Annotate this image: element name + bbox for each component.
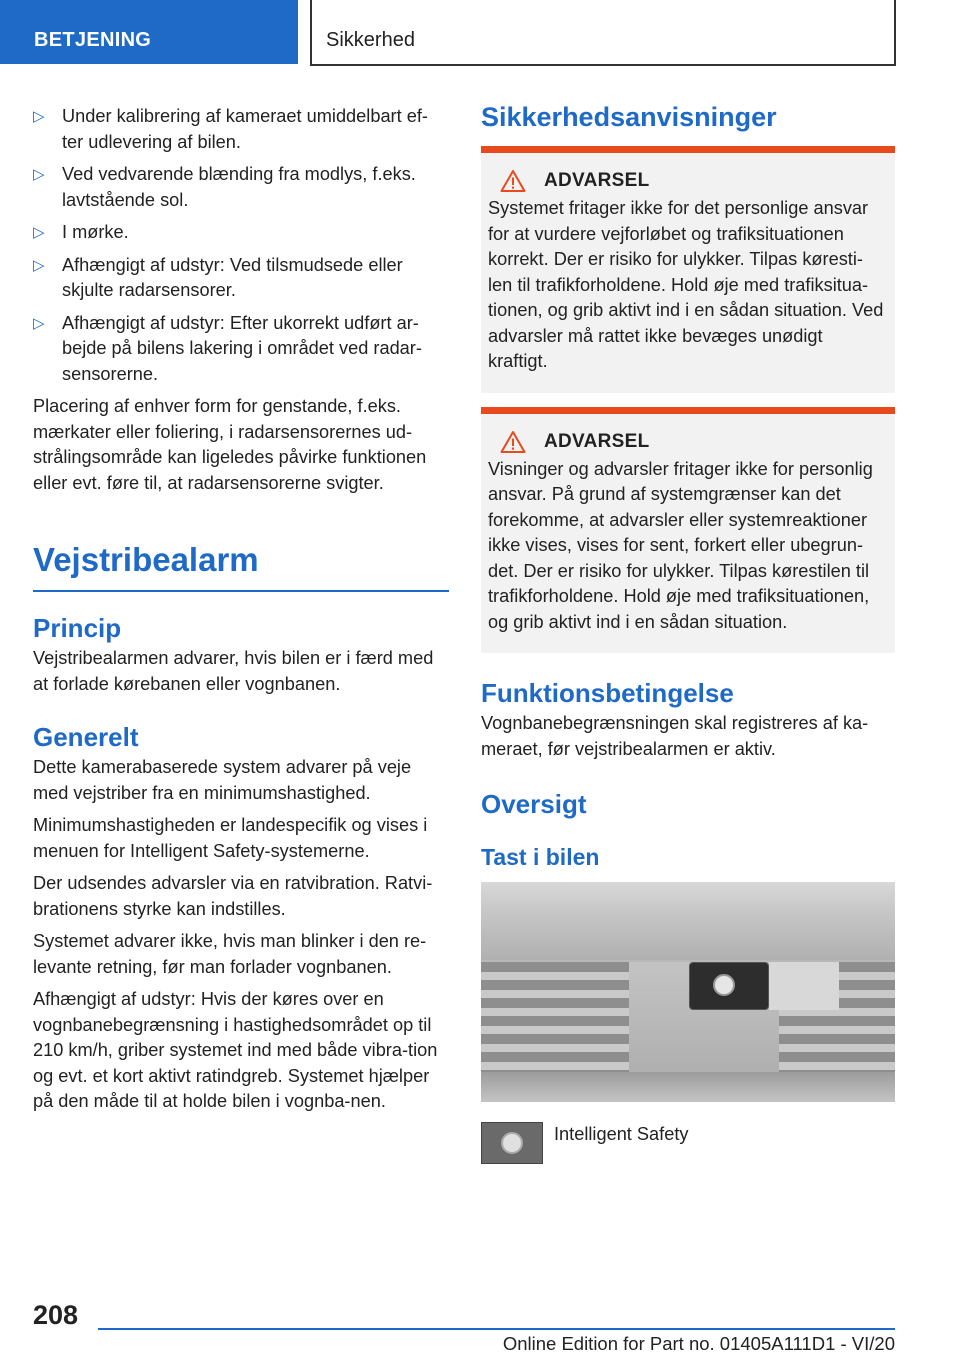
list-item: ▷ I mørke. [33,220,449,246]
condition-list [33,104,449,387]
triangle-right-icon: ▷ [33,224,45,241]
warning-triangle-icon [500,430,526,454]
general-paragraph: Dette kamerabaserede system advarer på veje med vejstriber fra en minimumshastighed. [33,757,412,803]
triangle-right-icon: ▷ [33,256,45,274]
general-paragraph: Systemet advarer ikke, hvis man blinker i den re-levante retning, før man forlader vognbanen. [33,931,427,977]
list-item: ▷ Under kalibrering af kameraet umiddelbart ef-ter udlevering af bilen. [33,106,428,152]
section-tab-label: BETJENING [34,29,152,51]
topic-tab-label: Sikkerhed [326,29,415,51]
page-number: 208 [33,1300,79,1330]
intelligent-safety-key [481,1122,543,1164]
left-column [33,104,449,1122]
principle-heading: Princip [33,613,122,643]
warning-box [481,407,895,654]
principle-text: Vejstribealarmen advarer, hvis bilen er i færd med at forlade kørebanen eller vognbanen. [33,648,434,694]
section-tab [0,0,298,64]
list-item: ▷ Ved vedvarende blænding fra modlys, f.eks. lavtstående sol. [33,164,416,210]
general-paragraph: Der udsendes advarsler via en ratvibration. Ratvi-brationens styrke kan indstilles. [33,873,433,919]
intelligent-safety-icon [501,1132,523,1154]
intelligent-safety-icon [713,974,735,996]
function-heading: Funktionsbetingelse [481,678,734,708]
warning-header [488,430,885,454]
button-heading: Tast i bilen [481,844,600,870]
main-heading: Vejstribealarm [33,540,449,592]
edition-text: Online Edition for Part no. 01405A111D1 - VI/20 [502,1333,895,1354]
general-paragraph: Minimumshastigheden er landespecifik og vises i menuen for Intelligent Safety-systemerne. [33,815,428,861]
car-button-photo [481,882,895,1102]
function-text: Vognbanebegrænsningen skal registreres af ka-meraet, før vejstribealarmen er aktiv. [481,713,869,759]
warning-box [481,146,895,393]
safety-heading: Sikkerhedsanvisninger [481,102,777,132]
key-legend [481,1122,895,1164]
triangle-right-icon: ▷ [33,314,45,332]
warning-text: Visninger og advarsler fritager ikke for personlig ansvar. På grund af systemgrænser kan det forekomme, at advarsler eller systemreaktioner ikke vises, vises for sent, forkert eller ubegrun-det. Der er risiko for ulykker. Tilpas kørestilen til trafikforholdene. Hold øje med trafiksituationen, og grib aktivt ind i en sådan situation. [488,458,873,632]
warning-triangle-icon [500,169,526,193]
right-column [481,100,895,1164]
overview-heading: Oversigt [481,789,587,819]
list-item: ▷ Afhængigt af udstyr: Efter ukorrekt udført ar-bejde på bilens lakering i området ved radar-sensorerne. [33,312,422,384]
warning-label: ADVARSEL [544,170,650,191]
key-label: Intelligent Safety [554,1124,689,1144]
triangle-right-icon: ▷ [33,108,45,125]
topic-tab [310,0,896,66]
general-heading: Generelt [33,722,139,752]
placement-paragraph: Placering af enhver form for genstande, f.eks. mærkater eller foliering, i radarsensorernes ud-strålingsområde kan ligeledes påvirke funktionen eller evt. føre til, at radarsensorerne svigter. [33,396,427,493]
list-item: ▷ Afhængigt af udstyr: Ved tilsmudsede eller skjulte radarsensorer. [33,254,403,300]
footer-divider [98,1328,895,1330]
warning-header [488,169,885,193]
triangle-right-icon: ▷ [33,166,45,183]
warning-text: Systemet fritager ikke for det personlige ansvar for at vurdere vejforløbet og trafiksituationen korrekt. Der er risiko for ulykker. Tilpas køresti-len til trafikforholdene. Hold øje med trafiksitua-tionen, og grib aktivt ind i en sådan situation. Ved advarsler må rattet ikke bevæges unødigt kraftigt. [488,198,884,371]
warning-label: ADVARSEL [544,430,650,452]
general-paragraph: Afhængigt af udstyr: Hvis der køres over en vognbanebegrænsning i hastighedsområdet op til 210 km/h, griber systemet ind med både vibra-tion og evt. et kort aktivt ratindgreb. Systemet hjælper på den måde til at holde bilen i vognba-nen. [33,989,438,1111]
